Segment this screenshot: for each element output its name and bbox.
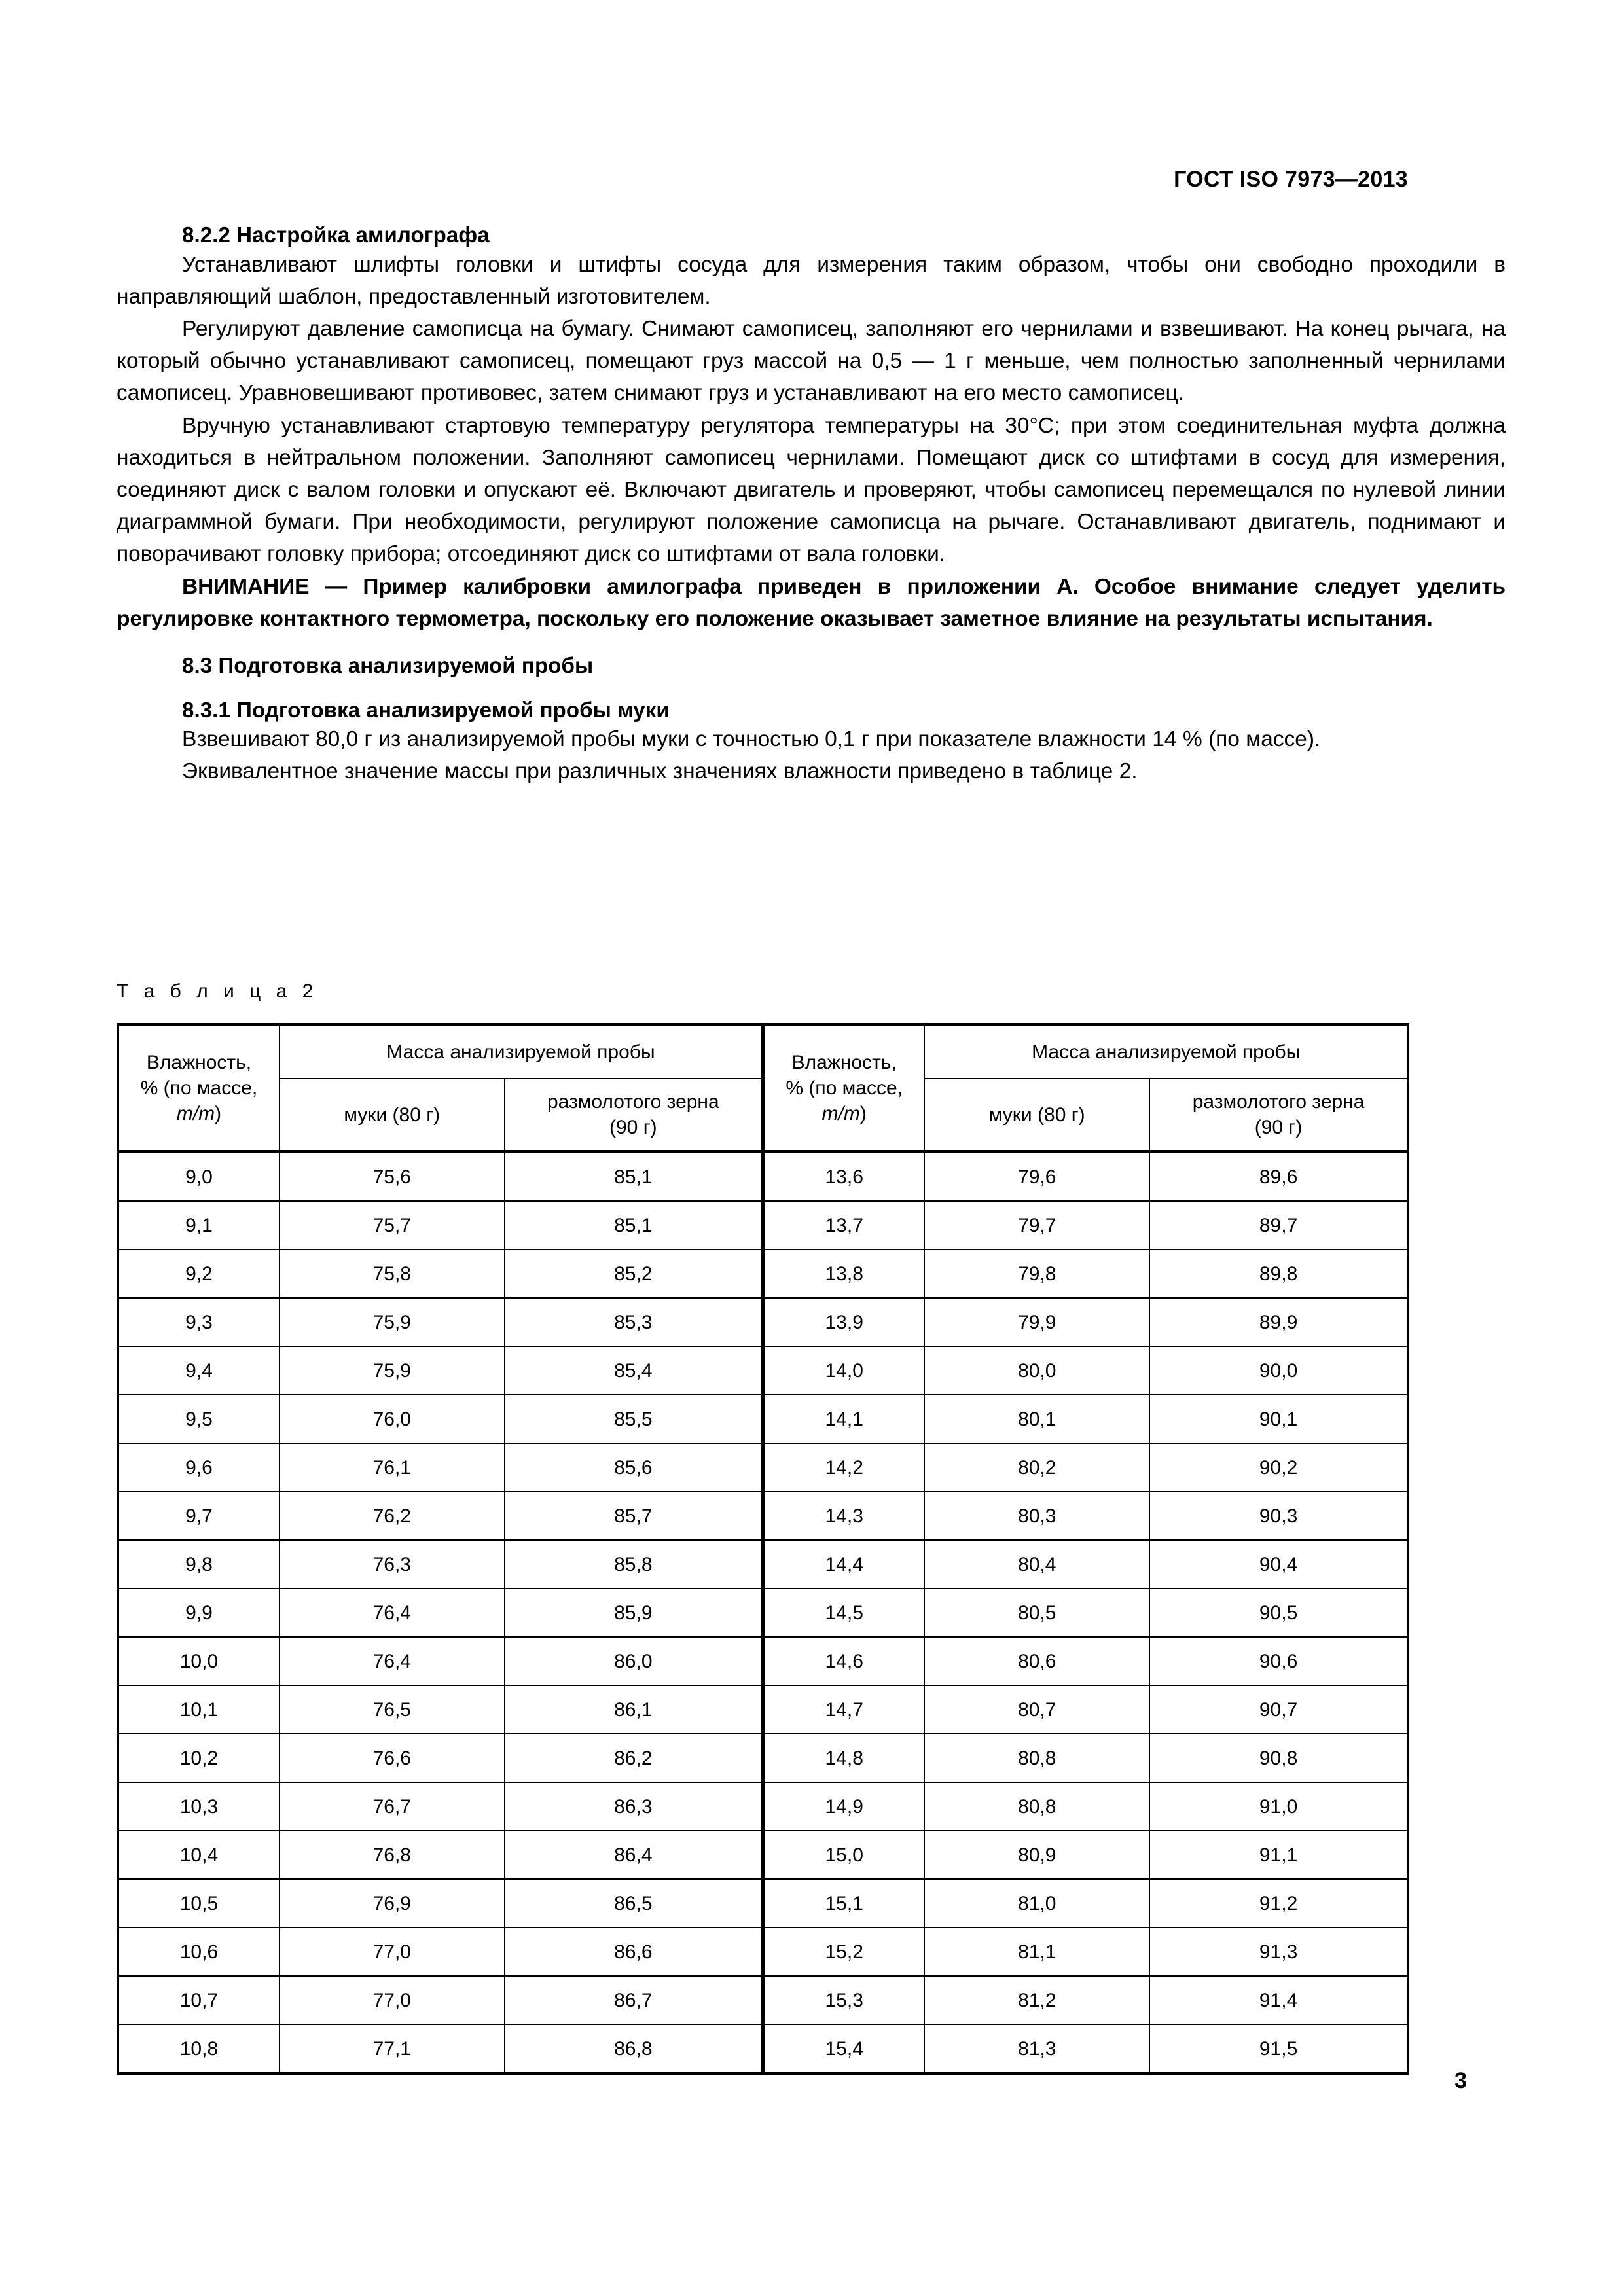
cell-grain-right: 90,4 <box>1149 1540 1408 1588</box>
cell-grain-left: 85,2 <box>505 1249 763 1298</box>
header-humidity-line1: Влажность, <box>791 1051 897 1073</box>
cell-flour-left: 76,0 <box>280 1395 505 1443</box>
table-row <box>118 1831 1408 1879</box>
cell-grain-right: 91,1 <box>1149 1831 1408 1879</box>
cell-humidity-right: 13,7 <box>763 1201 924 1249</box>
body-content <box>117 221 1506 788</box>
paragraph-weigh-flour: Взвешивают 80,0 г из анализируемой пробы муки с точностью 0,1 г при показателе влажности 14 % (по массе). <box>182 727 1321 752</box>
cell-flour-right: 81,1 <box>924 1928 1149 1976</box>
cell-grain-right: 89,6 <box>1149 1152 1408 1202</box>
table-row <box>118 1540 1408 1588</box>
header-flour-left: муки (80 г) <box>280 1079 505 1152</box>
cell-humidity-left: 9,3 <box>118 1298 280 1346</box>
cell-grain-right: 90,8 <box>1149 1734 1408 1782</box>
cell-flour-left: 76,6 <box>280 1734 505 1782</box>
cell-flour-right: 80,4 <box>924 1540 1149 1588</box>
cell-grain-left: 86,7 <box>505 1976 763 2024</box>
cell-flour-right: 80,8 <box>924 1782 1149 1831</box>
cell-flour-right: 80,0 <box>924 1346 1149 1395</box>
table-row <box>118 1637 1408 1685</box>
spacer <box>117 679 1506 696</box>
cell-humidity-left: 10,8 <box>118 2024 280 2073</box>
cell-flour-left: 75,6 <box>280 1152 505 1202</box>
paragraph-equivalent-mass: Эквивалентное значение массы при различных значениях влажности приведено в таблице 2. <box>182 759 1138 784</box>
cell-flour-left: 76,7 <box>280 1782 505 1831</box>
cell-flour-left: 75,7 <box>280 1201 505 1249</box>
cell-grain-left: 85,1 <box>505 1201 763 1249</box>
cell-grain-right: 90,5 <box>1149 1588 1408 1637</box>
table-row <box>118 2024 1408 2073</box>
cell-flour-right: 80,8 <box>924 1734 1149 1782</box>
cell-flour-right: 79,6 <box>924 1152 1149 1202</box>
header-humidity-line2: % (по массе, <box>785 1077 903 1099</box>
cell-humidity-left: 9,2 <box>118 1249 280 1298</box>
cell-grain-left: 86,4 <box>505 1831 763 1879</box>
cell-humidity-right: 14,4 <box>763 1540 924 1588</box>
heading-8-2-2: 8.2.2 Настройка амилографа <box>182 223 490 247</box>
paragraph-pen-pressure: Регулируют давление самописца на бумагу. Снимают самописец, заполняют его чернилами и взвешивают. На конец рычага, на который обычно устанавливают самописец, помещают груз массой на 0,5 — 1 г меньше, чем полностью заполненный чернилами самописец. Уравновешивают противовес, затем снимают груз и устанавливают на его место самописец. <box>117 316 1506 406</box>
cell-flour-right: 80,9 <box>924 1831 1149 1879</box>
cell-humidity-right: 15,3 <box>763 1976 924 2024</box>
cell-humidity-right: 14,6 <box>763 1637 924 1685</box>
table-row <box>118 1346 1408 1395</box>
cell-humidity-right: 13,8 <box>763 1249 924 1298</box>
cell-flour-left: 76,2 <box>280 1492 505 1540</box>
cell-humidity-right: 13,6 <box>763 1152 924 1202</box>
cell-flour-left: 77,0 <box>280 1976 505 2024</box>
cell-flour-left: 77,1 <box>280 2024 505 2073</box>
cell-humidity-left: 10,0 <box>118 1637 280 1685</box>
cell-flour-right: 80,5 <box>924 1588 1149 1637</box>
cell-humidity-left: 10,2 <box>118 1734 280 1782</box>
cell-flour-left: 76,1 <box>280 1443 505 1492</box>
header-humidity-left <box>118 1024 280 1152</box>
table-row <box>118 1201 1408 1249</box>
cell-grain-left: 85,7 <box>505 1492 763 1540</box>
cell-humidity-left: 9,7 <box>118 1492 280 1540</box>
header-grain-right <box>1149 1079 1408 1152</box>
cell-grain-right: 90,2 <box>1149 1443 1408 1492</box>
cell-humidity-right: 15,0 <box>763 1831 924 1879</box>
header-humidity-symbol: m/m <box>821 1102 860 1124</box>
paragraph-pin-alignment: Устанавливают шлифты головки и штифты сосуда для измерения таким образом, чтобы они свободно проходили в направляющий шаблон, предоставленный изготовителем. <box>117 252 1506 309</box>
cell-grain-left: 85,5 <box>505 1395 763 1443</box>
heading-8-3: 8.3 Подготовка анализируемой пробы <box>182 653 594 678</box>
cell-flour-right: 81,2 <box>924 1976 1149 2024</box>
header-flour-right: муки (80 г) <box>924 1079 1149 1152</box>
cell-humidity-right: 15,1 <box>763 1879 924 1928</box>
cell-flour-right: 79,8 <box>924 1249 1149 1298</box>
header-grain-line1: размолотого зерна <box>547 1091 719 1113</box>
cell-flour-right: 80,2 <box>924 1443 1149 1492</box>
cell-humidity-right: 14,0 <box>763 1346 924 1395</box>
header-humidity-paren: ) <box>215 1102 222 1124</box>
header-grain-line2: (90 г) <box>1254 1117 1303 1138</box>
cell-flour-left: 76,8 <box>280 1831 505 1879</box>
cell-grain-right: 91,2 <box>1149 1879 1408 1928</box>
cell-grain-right: 90,0 <box>1149 1346 1408 1395</box>
cell-humidity-left: 9,6 <box>118 1443 280 1492</box>
table-body <box>118 1152 1408 2074</box>
header-humidity-symbol: m/m <box>176 1102 215 1124</box>
cell-grain-right: 90,7 <box>1149 1685 1408 1734</box>
cell-grain-left: 85,9 <box>505 1588 763 1637</box>
cell-flour-left: 76,4 <box>280 1588 505 1637</box>
cell-flour-left: 76,3 <box>280 1540 505 1588</box>
cell-humidity-right: 15,2 <box>763 1928 924 1976</box>
header-humidity-paren: ) <box>859 1102 867 1124</box>
table-row <box>118 1249 1408 1298</box>
table-head <box>118 1024 1408 1152</box>
header-mass-group-left: Масса анализируемой пробы <box>280 1024 763 1079</box>
moisture-mass-table <box>117 1023 1409 2075</box>
paragraph-attention-note: ВНИМАНИЕ — Пример калибровки амилографа приведен в приложении А. Особое внимание следует уделить регулировке контактного термометра, поскольку его положение оказывает заметное влияние на результаты испытания. <box>117 574 1506 631</box>
paragraph-start-temperature: Вручную устанавливают стартовую температуру регулятора температуры на 30°C; при этом соединительная муфта должна находиться в нейтральном положении. Заполняют самописец чернилами. Помещают диск со штифтами в сосуд для измерения, соединяют диск с валом головки и опускают её. Включают двигатель и проверяют, чтобы самописец перемещался по нулевой линии диаграммной бумаги. При необходимости, регулируют положение самописца на рычаге. Останавливают двигатель, поднимают и поворачивают головку прибора; отсоединяют диск со штифтами от вала головки. <box>117 413 1506 567</box>
cell-humidity-left: 9,1 <box>118 1201 280 1249</box>
heading-8-3-1: 8.3.1 Подготовка анализируемой пробы муки <box>182 697 670 722</box>
spacer <box>117 635 1506 652</box>
cell-grain-left: 86,3 <box>505 1782 763 1831</box>
cell-humidity-right: 14,9 <box>763 1782 924 1831</box>
cell-humidity-left: 10,1 <box>118 1685 280 1734</box>
cell-humidity-right: 14,5 <box>763 1588 924 1637</box>
table-row <box>118 1879 1408 1928</box>
table-header-row-group <box>118 1024 1408 1079</box>
cell-humidity-right: 15,4 <box>763 2024 924 2073</box>
cell-humidity-right: 14,2 <box>763 1443 924 1492</box>
cell-grain-right: 90,3 <box>1149 1492 1408 1540</box>
cell-grain-right: 89,9 <box>1149 1298 1408 1346</box>
cell-flour-right: 81,3 <box>924 2024 1149 2073</box>
cell-humidity-left: 9,0 <box>118 1152 280 1202</box>
cell-humidity-left: 10,4 <box>118 1831 280 1879</box>
cell-flour-left: 76,5 <box>280 1685 505 1734</box>
cell-humidity-left: 9,5 <box>118 1395 280 1443</box>
cell-flour-right: 80,1 <box>924 1395 1149 1443</box>
cell-grain-left: 86,5 <box>505 1879 763 1928</box>
cell-grain-right: 89,7 <box>1149 1201 1408 1249</box>
table-row <box>118 1395 1408 1443</box>
table-row <box>118 1152 1408 1202</box>
cell-humidity-right: 14,1 <box>763 1395 924 1443</box>
header-grain-left <box>505 1079 763 1152</box>
cell-flour-right: 81,0 <box>924 1879 1149 1928</box>
table-row <box>118 1443 1408 1492</box>
cell-grain-left: 86,1 <box>505 1685 763 1734</box>
cell-grain-right: 91,4 <box>1149 1976 1408 2024</box>
cell-humidity-right: 14,7 <box>763 1685 924 1734</box>
header-humidity-line2: % (по массе, <box>140 1077 258 1099</box>
cell-grain-right: 90,6 <box>1149 1637 1408 1685</box>
table-row <box>118 1976 1408 2024</box>
cell-humidity-left: 9,8 <box>118 1540 280 1588</box>
cell-flour-left: 75,9 <box>280 1346 505 1395</box>
cell-grain-left: 85,1 <box>505 1152 763 1202</box>
header-grain-line1: размолотого зерна <box>1192 1091 1365 1113</box>
cell-grain-left: 86,0 <box>505 1637 763 1685</box>
cell-grain-left: 85,8 <box>505 1540 763 1588</box>
table-row <box>118 1928 1408 1976</box>
cell-grain-right: 89,8 <box>1149 1249 1408 1298</box>
cell-flour-left: 75,8 <box>280 1249 505 1298</box>
cell-grain-right: 91,5 <box>1149 2024 1408 2073</box>
cell-humidity-right: 14,3 <box>763 1492 924 1540</box>
cell-flour-right: 79,7 <box>924 1201 1149 1249</box>
cell-grain-left: 86,6 <box>505 1928 763 1976</box>
header-mass-group-right: Масса анализируемой пробы <box>924 1024 1408 1079</box>
cell-flour-left: 77,0 <box>280 1928 505 1976</box>
cell-grain-left: 85,3 <box>505 1298 763 1346</box>
running-head-standard-number: ГОСТ ISO 7973—2013 <box>1174 167 1408 192</box>
table-row <box>118 1588 1408 1637</box>
table-caption: Т а б л и ц а 2 <box>117 980 318 1002</box>
cell-flour-right: 80,6 <box>924 1637 1149 1685</box>
cell-grain-left: 86,8 <box>505 2024 763 2073</box>
cell-humidity-right: 13,9 <box>763 1298 924 1346</box>
header-humidity-right <box>763 1024 924 1152</box>
cell-grain-right: 90,1 <box>1149 1395 1408 1443</box>
table-row <box>118 1734 1408 1782</box>
cell-flour-left: 76,9 <box>280 1879 505 1928</box>
header-grain-line2: (90 г) <box>609 1117 657 1138</box>
table-row <box>118 1298 1408 1346</box>
cell-flour-left: 76,4 <box>280 1637 505 1685</box>
header-humidity-line1: Влажность, <box>146 1051 252 1073</box>
cell-humidity-left: 10,5 <box>118 1879 280 1928</box>
cell-humidity-left: 9,4 <box>118 1346 280 1395</box>
cell-humidity-left: 10,3 <box>118 1782 280 1831</box>
cell-grain-left: 86,2 <box>505 1734 763 1782</box>
table-row <box>118 1685 1408 1734</box>
cell-grain-left: 85,4 <box>505 1346 763 1395</box>
cell-humidity-left: 9,9 <box>118 1588 280 1637</box>
cell-flour-right: 79,9 <box>924 1298 1149 1346</box>
table-row <box>118 1782 1408 1831</box>
cell-grain-left: 85,6 <box>505 1443 763 1492</box>
cell-humidity-left: 10,6 <box>118 1928 280 1976</box>
cell-humidity-right: 14,8 <box>763 1734 924 1782</box>
cell-grain-right: 91,0 <box>1149 1782 1408 1831</box>
cell-flour-right: 80,3 <box>924 1492 1149 1540</box>
cell-flour-left: 75,9 <box>280 1298 505 1346</box>
cell-flour-right: 80,7 <box>924 1685 1149 1734</box>
page-number: 3 <box>1454 2068 1467 2093</box>
cell-grain-right: 91,3 <box>1149 1928 1408 1976</box>
cell-humidity-left: 10,7 <box>118 1976 280 2024</box>
table-row <box>118 1492 1408 1540</box>
